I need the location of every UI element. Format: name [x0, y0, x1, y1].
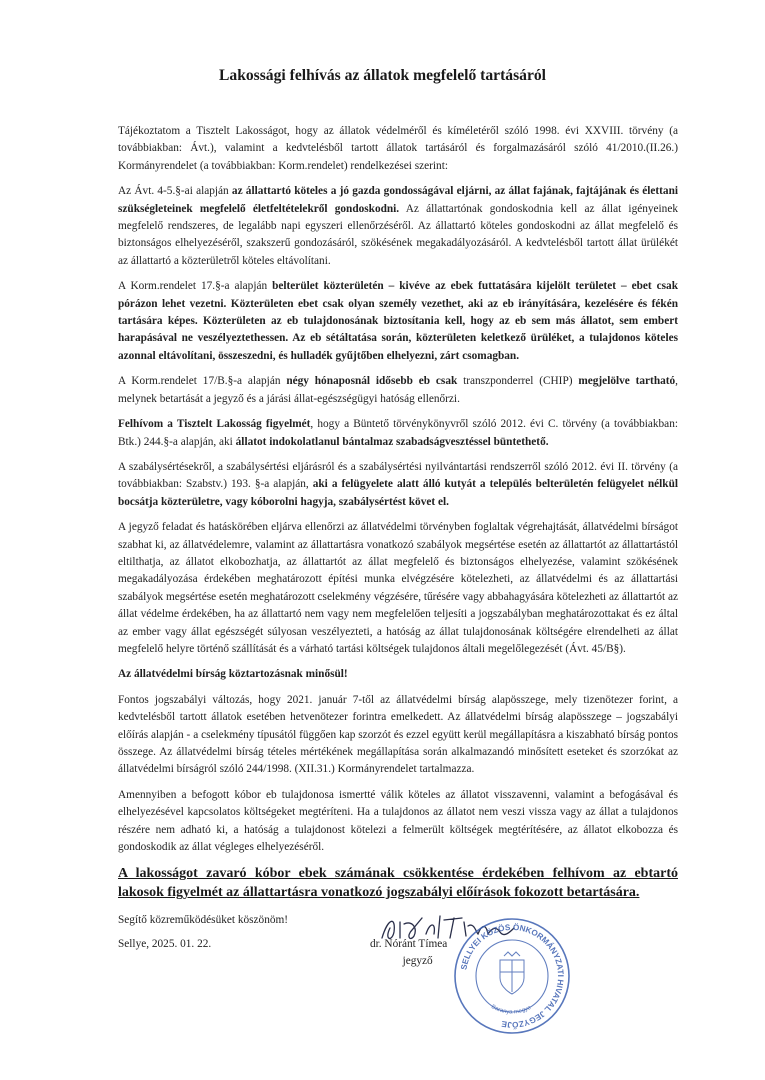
paragraph	[118, 666, 678, 683]
bold-text-run: Az állatvédelmi bírság köztartozásnak minősül!	[118, 668, 348, 681]
paragraph	[118, 519, 678, 658]
text-run: Tájékoztatom a Tisztelt Lakosságot, hogy az állatok védelméről és kíméletéről szóló 1998. évi XXVIII. törvény (a továbbiakban: Ávt.), valamint a kedvtelésből tartott állatok tartásáról és forgalmazásáról szóló 41/2010.(II.26.) Kormányrendelet (a továbbiakban: Korm.rendelet) rendelkezései szerint:	[118, 125, 678, 172]
document-title: Lakossági felhívás az állatok megfelelő tartásáról	[219, 67, 546, 84]
document-date: Sellye, 2025. 01. 22.	[118, 938, 212, 950]
bold-text-run: megjelölve tartható	[578, 375, 676, 388]
paragraph	[118, 123, 678, 175]
signatory-role: jegyző	[402, 955, 433, 968]
text-run: A Korm.rendelet 17/B.§-a alapján	[118, 375, 287, 388]
text-run: A Korm.rendelet 17.§-a alapján	[118, 280, 273, 293]
paragraph	[118, 459, 678, 511]
closing-line: Segítő közreműködésüket köszönöm!	[118, 914, 289, 927]
text-run: Amennyiben a befogott kóbor eb tulajdonosa ismertté válik köteles az állatot visszavenni, valamint a befogásával és elhelyezésével kapcsolatos költségeket megtéríteni. Ha a tulajdonos az állatot nem veszi vissza vagy az állat a tulajdonos részére nem adható ki, a hatóság a tulajdonost kötelezi a felmerült költségek megtérítésére, az állatot elkobozza és gondoskodik az állat végleges elhelyezéséről.	[118, 788, 678, 854]
bold-text-run: belterület közterületén – kivéve az ebek futtatására kijelölt területet – ebet csak pórázon lehet vezetni. Közterületen ebet csak olyan személy vezethet, aki az eb irányítására, kezelésére és fékén tartására képes. Közterületen az eb tulajdonosának biztosítania kell, hogy az eb sem más állatot, sem embert harapásával ne veszélyeztethessen. Az eb sétáltatása során, közterületen keletkező ürüléket, a tulajdonos köteles azonnal eltávolítani, összeszedni, és hulladék gyűjtőben elhelyezni, zárt csomagban.	[118, 280, 678, 362]
stamp-text: SELLYEI KÖZÖS ÖNKORMÁNYZATI HIVATAL JEGYZŐJE	[459, 922, 566, 1030]
paragraph	[118, 278, 678, 365]
text-run: transzponderrel (CHIP)	[457, 375, 579, 388]
paragraph-list	[118, 123, 678, 856]
text-run: Az állattartónak gondoskodnia kell az állat igényeinek megfelelő rendszeres, de legalább napi egyszeri ellenőrzéséről. Az állattartó köteles gondoskodni az állat megfelelő és biztonságos elhelyezéséről, szakszerű gondozásáról, szökésének megakadályozásáról. A kedvtelésből tartott állat ürülékét az állattartó a közterületről köteles eltávolítani.	[118, 202, 678, 267]
paragraph	[118, 416, 678, 451]
paragraph	[118, 183, 678, 270]
official-stamp	[452, 916, 572, 1036]
text-run: , hogy a Büntető törvénykönyvről szóló 2012. évi C. törvény (a továbbiakban: Btk.) 244.§-a alapján, aki	[118, 418, 678, 448]
bold-text-run: Felhívom a Tisztelt Lakosság figyelmét	[118, 418, 311, 431]
bold-text-run: állatot indokolatlanul bántalmaz szabadságvesztéssel büntethető.	[235, 435, 549, 448]
bold-text-run: az állattartó köteles a jó gazda gondosságával eljárni, az állat fajának, fajtájának és élettani szükségleteinek megfelelő életfeltételekről gondoskodni.	[118, 185, 678, 215]
stamp-bottom-text: Baranya megye	[490, 1004, 533, 1016]
text-run: A szabálysértésekről, a szabálysértési eljárásról és a szabálysértési nyilvántartási rendszerről szóló 2012. évi II. törvény (a továbbiakban: Szabstv.) 193. §-a alapján,	[118, 460, 678, 491]
coat-of-arms-icon	[500, 952, 524, 994]
bold-text-run: négy hónaposnál idősebb eb csak	[286, 375, 458, 388]
svg-text:Baranya megye	[490, 1004, 533, 1015]
text-run: Fontos jogszabályi változás, hogy 2021. január 7-től az állatvédelmi bírság alapösszege, mely tizenötezer forint, a kedvtelésből tartott állatok esetében hetvenötezer forintra emelkedett. Az állatvédelmi bírság alapösszege – jogszabályi előírás alapján - a cselekmény típusától függően kap szorzót és ezzel együtt kerül megállapításra a kiszabható bírság pontos összege. Az állatvédelmi bírság tételes mértékének megállapítása során alkalmazandó minősített eseteket és szorzókat az állatvédelmi bírságról szóló 244/1998. (XII.31.) Kormányrendelet tartalmazza.	[118, 693, 678, 776]
text-run: , melynek betartását a jegyző és a járási állat-egészségügyi hatóság ellenőrzi.	[118, 375, 678, 405]
paragraph	[118, 787, 678, 857]
text-run: A jegyző feladat és hatáskörében eljárva ellenőrzi az állatvédelmi törvényben foglaltak végrehajtását, állatvédelmi bírságot szabhat ki, az állatvédelemre, valamint az állattartásra vonatkozó szabályok megsértése esetén az állattartót az állattartástól eltilthatja, az állatot elkobozhatja, az állattartót az állat megfelelő és biztonságos elhelyezése, valamint szökésének megakadályozása érdekében meghatározott építési munka elvégzésére kötelezheti, az állatvédelmi és az állattartási szabályok megsértése esetén meghatározott cselekmény végzésére, tűrésére vagy abbahagyására kötelezheti az állattartót az állat védelme érdekében, ha az állattartó nem vagy nem megfelelően teljesíti a jogszabályban meghatározottakat és ez által az ember vagy állat egészségét súlyosan veszélyezteti, a hatóság az állat tulajdonosának költségére elrendelheti az állat megfelelő helyre történő szállítását és a várható tartási költségek tulajdonos általi megelőlegezését (Ávt. 45/B§).	[118, 521, 678, 655]
text-run: Az Ávt. 4-5.§-ai alapján	[118, 185, 232, 198]
document-body	[118, 123, 678, 936]
paragraph	[118, 692, 678, 779]
signatory-block	[370, 936, 447, 971]
callout-notice: A lakosságot zavaró kóbor ebek számának csökkentése érdekében felhívom az ebtartó lakosok figyelmét az állattartásra vonatkozó jogszabályi előírások fokozott betartására.	[118, 866, 678, 901]
paragraph	[118, 373, 678, 408]
signatory-name: dr. Nóránt Tímea	[370, 938, 448, 950]
bold-text-run: aki a felügyelete alatt álló kutyát a település belterületén felügyelet nélkül bocsátja közterületre, vagy kóborolni hagyja, szabálysértést követ el.	[118, 478, 678, 508]
